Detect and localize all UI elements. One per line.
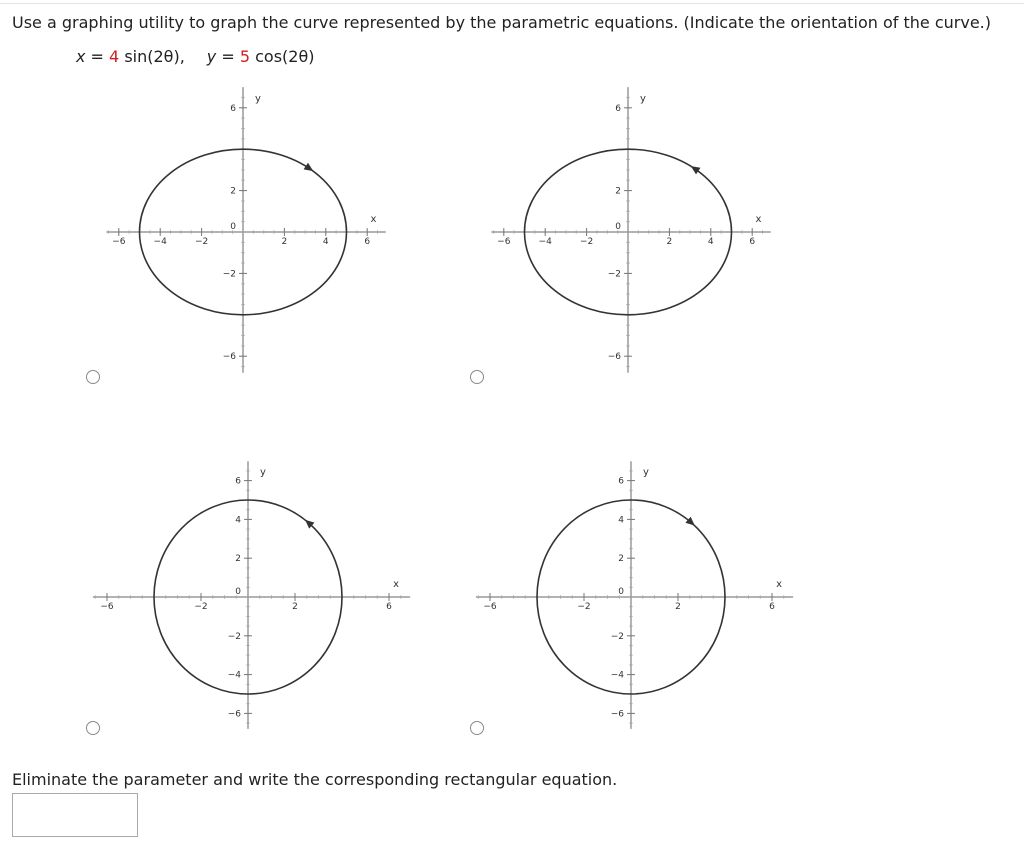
option-c-y-tick-label: −4: [227, 670, 241, 681]
option-a-x-tick-label: −6: [112, 237, 126, 247]
option-b-x-axis-label: x: [755, 214, 762, 225]
option-c-y-tick-label: −2: [227, 631, 241, 642]
option-d-x-tick-label: 6: [769, 602, 775, 612]
y-variable: y: [206, 47, 217, 66]
option-d-y-tick-label: −6: [610, 709, 624, 720]
option-d-y-axis-label: y: [643, 466, 649, 478]
option-d-radio[interactable]: [470, 721, 484, 735]
question-prompt: Use a graphing utility to graph the curve represented by the parametric equations. (Indicate the orientation of the curve.): [12, 13, 991, 32]
x-coefficient: 4: [109, 47, 120, 66]
option-c-y-tick-label: 2: [235, 554, 241, 565]
option-b-x-tick-label: −4: [538, 237, 552, 247]
option-c-y-tick-label: 6: [235, 476, 241, 487]
option-c-x-tick-label: 6: [386, 602, 392, 612]
option-d-y-tick-label: −4: [610, 670, 624, 681]
rectangular-equation-input[interactable]: [12, 793, 138, 837]
option-d-x-axis-label: x: [776, 579, 783, 590]
option-b-x-tick-label: −6: [497, 237, 511, 247]
option-b-orientation-arrow: [691, 166, 701, 174]
y-equals-sign: =: [216, 47, 240, 66]
option-c-y-tick-label: 4: [235, 515, 241, 526]
option-a-x-tick-label: 2: [281, 237, 288, 247]
option-d-origin-label: 0: [618, 587, 624, 597]
option-c-y-tick-label: −6: [227, 709, 241, 720]
option-a-y-axis-label: y: [255, 93, 261, 105]
top-divider: [0, 3, 1024, 4]
option-d-x-tick-label: −2: [577, 602, 591, 612]
option-a-y-tick-label: −6: [222, 352, 236, 363]
option-b-y-tick-label: −2: [607, 269, 621, 280]
option-a-x-axis-label: x: [370, 214, 377, 225]
option-d-y-tick-label: 2: [618, 554, 624, 565]
option-b-origin-label: 0: [615, 222, 621, 232]
option-a-orientation-arrow: [304, 163, 314, 171]
rectangular-equation-prompt: Eliminate the parameter and write the corresponding rectangular equation.: [12, 770, 618, 789]
option-d-x-tick-label: 2: [675, 602, 681, 612]
x-equals-sign: =: [85, 47, 110, 66]
y-coefficient: 5: [239, 47, 251, 66]
graph-option-b: [495, 85, 785, 375]
option-a-y-tick-label: 6: [230, 103, 236, 114]
option-a-x-tick-label: 6: [364, 237, 371, 247]
graph-option-a: [110, 85, 400, 375]
option-a-y-tick-label: 2: [230, 186, 236, 197]
graph-option-c-svg: [100, 450, 410, 740]
option-b-x-tick-label: 4: [707, 237, 714, 247]
option-a-y-tick-label: −2: [222, 269, 236, 280]
option-d-x-tick-label: −6: [483, 602, 497, 612]
graph-option-d-svg: [483, 450, 793, 740]
option-a-x-tick-label: −2: [194, 237, 209, 247]
option-b-y-axis-label: y: [640, 93, 646, 105]
option-b-x-tick-label: −2: [579, 237, 594, 247]
option-b-x-tick-label: 2: [666, 237, 673, 247]
graph-option-d: [483, 450, 793, 740]
option-d-y-tick-label: 6: [618, 476, 624, 487]
option-a-x-tick-label: 4: [322, 237, 329, 247]
option-b-y-tick-label: 2: [615, 186, 621, 197]
graph-option-c: [100, 450, 410, 740]
option-a-radio[interactable]: [86, 370, 100, 384]
option-a-origin-label: 0: [230, 222, 236, 232]
parametric-equations: [76, 47, 314, 66]
option-b-x-tick-label: 6: [749, 237, 756, 247]
x-function: sin(2θ),: [119, 47, 185, 66]
graph-option-a-svg: [110, 85, 400, 375]
option-c-y-axis-label: y: [260, 466, 266, 478]
option-b-y-tick-label: 6: [615, 103, 621, 114]
option-a-x-tick-label: −4: [153, 237, 167, 247]
option-c-origin-label: 0: [235, 587, 241, 597]
option-d-y-tick-label: 4: [618, 515, 624, 526]
option-c-x-tick-label: −2: [194, 602, 208, 612]
y-function: cos(2θ): [250, 47, 315, 66]
option-b-y-tick-label: −6: [607, 352, 621, 363]
option-c-x-tick-label: 2: [292, 602, 298, 612]
option-d-y-tick-label: −2: [610, 631, 624, 642]
option-c-x-tick-label: −6: [100, 602, 114, 612]
graph-option-b-svg: [495, 85, 785, 375]
option-b-radio[interactable]: [470, 370, 484, 384]
option-c-radio[interactable]: [86, 721, 100, 735]
option-c-x-axis-label: x: [393, 579, 400, 590]
x-variable: x: [76, 47, 86, 66]
